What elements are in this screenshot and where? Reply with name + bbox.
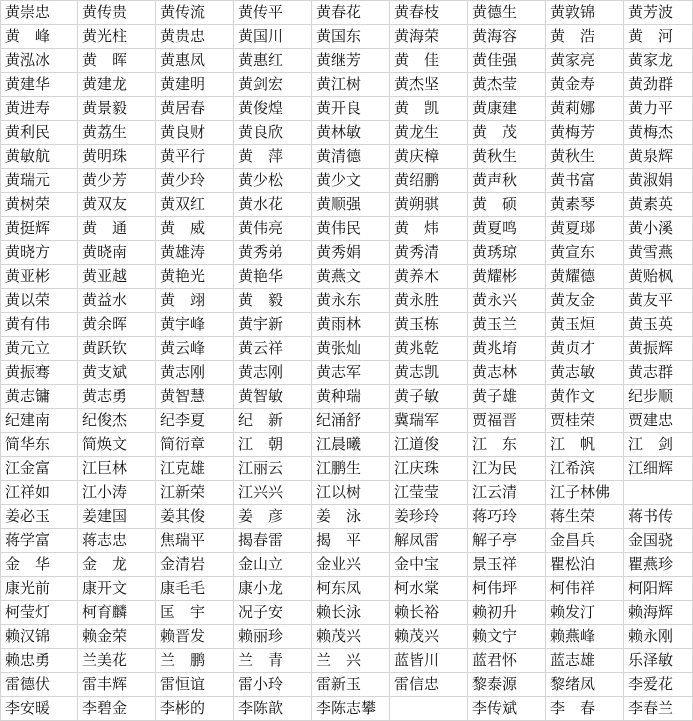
table-cell[interactable]: 黄 浩 xyxy=(546,25,624,49)
table-cell[interactable]: 黄淑娟 xyxy=(624,169,693,193)
table-cell[interactable]: 黄贞才 xyxy=(546,337,624,361)
table-cell[interactable]: 江 帆 xyxy=(546,433,624,457)
table-cell[interactable]: 李安暖 xyxy=(0,697,78,721)
table-cell[interactable]: 柯莹灯 xyxy=(0,601,78,625)
table-cell[interactable]: 黄亚越 xyxy=(78,265,156,289)
table-cell[interactable]: 黄少松 xyxy=(234,169,312,193)
table-cell[interactable]: 黄传流 xyxy=(156,1,234,25)
table-cell[interactable]: 赖忠勇 xyxy=(0,649,78,673)
table-cell[interactable]: 黄敦锦 xyxy=(546,1,624,25)
table-cell[interactable]: 黄春枝 xyxy=(390,1,468,25)
table-cell[interactable]: 瞿松泊 xyxy=(546,553,624,577)
table-cell[interactable] xyxy=(624,481,693,505)
table-cell[interactable]: 纪 新 xyxy=(234,409,312,433)
table-cell[interactable]: 兰 青 xyxy=(234,649,312,673)
table-cell[interactable]: 瞿燕珍 xyxy=(624,553,693,577)
table-cell[interactable]: 姜建国 xyxy=(78,505,156,529)
table-cell[interactable]: 黄佳强 xyxy=(468,49,546,73)
table-cell[interactable]: 黄少芳 xyxy=(78,169,156,193)
table-cell[interactable] xyxy=(390,697,468,721)
table-cell[interactable]: 黄雪燕 xyxy=(624,241,693,265)
table-cell[interactable]: 纪建南 xyxy=(0,409,78,433)
table-cell[interactable]: 解子亭 xyxy=(468,529,546,553)
table-cell[interactable]: 黄素琴 xyxy=(546,193,624,217)
table-cell[interactable]: 江丽云 xyxy=(234,457,312,481)
table-cell[interactable]: 黄宇峰 xyxy=(156,313,234,337)
table-cell[interactable]: 黄敏航 xyxy=(0,145,78,169)
table-cell[interactable]: 赖长裕 xyxy=(390,601,468,625)
table-cell[interactable]: 蓝志雄 xyxy=(546,649,624,673)
table-cell[interactable]: 黄 通 xyxy=(78,217,156,241)
table-cell[interactable]: 黄志镛 xyxy=(0,385,78,409)
table-cell[interactable]: 黄云峰 xyxy=(156,337,234,361)
table-cell[interactable]: 赖永刚 xyxy=(624,625,693,649)
table-cell[interactable]: 黄惠凤 xyxy=(156,49,234,73)
table-cell[interactable]: 蒋学富 xyxy=(0,529,78,553)
table-cell[interactable]: 金国骁 xyxy=(624,529,693,553)
table-cell[interactable]: 金清岩 xyxy=(156,553,234,577)
table-cell[interactable]: 黄挺辉 xyxy=(0,217,78,241)
table-cell[interactable]: 赖汉锦 xyxy=(0,625,78,649)
table-cell[interactable]: 黄顺强 xyxy=(312,193,390,217)
table-cell[interactable]: 黄平行 xyxy=(156,145,234,169)
table-cell[interactable]: 黄绍鹏 xyxy=(390,169,468,193)
table-cell[interactable]: 黄力平 xyxy=(624,97,693,121)
table-cell[interactable]: 黄振骞 xyxy=(0,361,78,385)
table-cell[interactable]: 江莹莹 xyxy=(390,481,468,505)
table-cell[interactable]: 赖文宁 xyxy=(468,625,546,649)
table-cell[interactable]: 柯水棠 xyxy=(390,577,468,601)
table-cell[interactable]: 黄贻枫 xyxy=(624,265,693,289)
table-cell[interactable]: 黄德生 xyxy=(468,1,546,25)
table-cell[interactable]: 黄水花 xyxy=(234,193,312,217)
table-cell[interactable]: 黄书富 xyxy=(546,169,624,193)
table-cell[interactable]: 黄 硕 xyxy=(468,193,546,217)
table-cell[interactable]: 黄秀娟 xyxy=(312,241,390,265)
table-cell[interactable]: 黄少玲 xyxy=(156,169,234,193)
table-cell[interactable]: 黄泉辉 xyxy=(624,145,693,169)
table-cell[interactable]: 乐泽敏 xyxy=(624,649,693,673)
table-cell[interactable]: 黄良财 xyxy=(156,121,234,145)
table-cell[interactable]: 黄志刚 xyxy=(156,361,234,385)
table-cell[interactable]: 金 龙 xyxy=(78,553,156,577)
table-cell[interactable]: 兰 兴 xyxy=(312,649,390,673)
table-cell[interactable]: 景玉祥 xyxy=(468,553,546,577)
table-cell[interactable]: 黄夏鸣 xyxy=(468,217,546,241)
table-cell[interactable]: 黄梅杰 xyxy=(624,121,693,145)
table-cell[interactable]: 兰美花 xyxy=(78,649,156,673)
table-cell[interactable]: 黄宇新 xyxy=(234,313,312,337)
table-cell[interactable]: 雷恒谊 xyxy=(156,673,234,697)
table-cell[interactable]: 江细辉 xyxy=(624,457,693,481)
table-cell[interactable]: 黄进寿 xyxy=(0,97,78,121)
table-cell[interactable]: 解凤雷 xyxy=(390,529,468,553)
table-cell[interactable]: 姜其俊 xyxy=(156,505,234,529)
table-cell[interactable]: 黄 萍 xyxy=(234,145,312,169)
table-cell[interactable]: 黄泓冰 xyxy=(0,49,78,73)
table-cell[interactable]: 黄耀德 xyxy=(546,265,624,289)
table-cell[interactable]: 黄雨林 xyxy=(312,313,390,337)
table-cell[interactable]: 江巨林 xyxy=(78,457,156,481)
table-cell[interactable]: 贾建忠 xyxy=(624,409,693,433)
table-cell[interactable]: 黄志勇 xyxy=(78,385,156,409)
table-cell[interactable]: 柯伟坪 xyxy=(468,577,546,601)
table-cell[interactable]: 黄振辉 xyxy=(624,337,693,361)
table-cell[interactable]: 黎泰源 xyxy=(468,673,546,697)
table-cell[interactable]: 黄种瑞 xyxy=(312,385,390,409)
table-cell[interactable]: 江克雄 xyxy=(156,457,234,481)
table-cell[interactable]: 黄友金 xyxy=(546,289,624,313)
table-cell[interactable]: 黄金寿 xyxy=(546,73,624,97)
table-cell[interactable]: 黄建龙 xyxy=(78,73,156,97)
table-cell[interactable]: 柯东凤 xyxy=(312,577,390,601)
table-cell[interactable]: 柯育麟 xyxy=(78,601,156,625)
table-cell[interactable]: 黄作文 xyxy=(546,385,624,409)
table-cell[interactable]: 黄燕文 xyxy=(312,265,390,289)
table-cell[interactable]: 黄 河 xyxy=(624,25,693,49)
table-cell[interactable]: 黄崇忠 xyxy=(0,1,78,25)
table-cell[interactable]: 江鹏生 xyxy=(312,457,390,481)
table-cell[interactable]: 黄国川 xyxy=(234,25,312,49)
table-cell[interactable]: 黄贵忠 xyxy=(156,25,234,49)
table-cell[interactable]: 李传斌 xyxy=(468,697,546,721)
table-cell[interactable]: 黄支斌 xyxy=(78,361,156,385)
table-cell[interactable]: 金 华 xyxy=(0,553,78,577)
table-cell[interactable]: 黄以荣 xyxy=(0,289,78,313)
table-cell[interactable]: 冀瑞军 xyxy=(390,409,468,433)
table-cell[interactable]: 黄利民 xyxy=(0,121,78,145)
table-cell[interactable]: 兰 鹏 xyxy=(156,649,234,673)
table-cell[interactable]: 黄海容 xyxy=(468,25,546,49)
table-cell[interactable]: 赖发汀 xyxy=(546,601,624,625)
table-cell[interactable]: 雷德伏 xyxy=(0,673,78,697)
table-cell[interactable]: 雷新玉 xyxy=(312,673,390,697)
table-cell[interactable]: 赖金荣 xyxy=(78,625,156,649)
table-cell[interactable]: 黄 晖 xyxy=(78,49,156,73)
table-cell[interactable]: 黄玉兰 xyxy=(468,313,546,337)
table-cell[interactable]: 黄荔生 xyxy=(78,121,156,145)
table-cell[interactable]: 黄雄涛 xyxy=(156,241,234,265)
table-cell[interactable]: 黄秀清 xyxy=(390,241,468,265)
table-cell[interactable]: 康开文 xyxy=(78,577,156,601)
table-cell[interactable]: 黄双友 xyxy=(78,193,156,217)
table-cell[interactable]: 纪步顺 xyxy=(624,385,693,409)
table-cell[interactable]: 黄秋生 xyxy=(468,145,546,169)
table-cell[interactable]: 黄莉娜 xyxy=(546,97,624,121)
table-cell[interactable]: 江庆珠 xyxy=(390,457,468,481)
table-cell[interactable]: 焦瑞平 xyxy=(156,529,234,553)
table-cell[interactable]: 黄有伟 xyxy=(0,313,78,337)
table-cell[interactable]: 姜珍玲 xyxy=(390,505,468,529)
table-cell[interactable]: 金业兴 xyxy=(312,553,390,577)
table-cell[interactable]: 黄志林 xyxy=(468,361,546,385)
table-cell[interactable]: 江云清 xyxy=(468,481,546,505)
table-cell[interactable]: 黄芳波 xyxy=(624,1,693,25)
table-cell[interactable]: 黄 炜 xyxy=(390,217,468,241)
table-cell[interactable]: 黄晓南 xyxy=(78,241,156,265)
table-cell[interactable]: 简焕文 xyxy=(78,433,156,457)
table-cell[interactable]: 李爱花 xyxy=(624,673,693,697)
table-cell[interactable]: 康光前 xyxy=(0,577,78,601)
table-cell[interactable]: 黄玉英 xyxy=(624,313,693,337)
table-cell[interactable]: 江小涛 xyxy=(78,481,156,505)
table-cell[interactable]: 黄声秋 xyxy=(468,169,546,193)
table-cell[interactable]: 黄景毅 xyxy=(78,97,156,121)
table-cell[interactable]: 江新荣 xyxy=(156,481,234,505)
table-cell[interactable]: 黄艳光 xyxy=(156,265,234,289)
table-cell[interactable]: 黄春花 xyxy=(312,1,390,25)
table-cell[interactable]: 江祥如 xyxy=(0,481,78,505)
table-cell[interactable]: 黄亚彬 xyxy=(0,265,78,289)
table-cell[interactable]: 黄伟亮 xyxy=(234,217,312,241)
table-cell[interactable]: 黄良欣 xyxy=(234,121,312,145)
table-cell[interactable]: 江 朝 xyxy=(234,433,312,457)
table-cell[interactable]: 黎绪凤 xyxy=(546,673,624,697)
table-cell[interactable]: 黄永东 xyxy=(312,289,390,313)
table-cell[interactable]: 黄琇琼 xyxy=(468,241,546,265)
table-cell[interactable]: 黄永胜 xyxy=(390,289,468,313)
table-cell[interactable]: 姜必玉 xyxy=(0,505,78,529)
table-cell[interactable]: 黄传贵 xyxy=(78,1,156,25)
table-cell[interactable]: 黄国东 xyxy=(312,25,390,49)
table-cell[interactable]: 黄宣东 xyxy=(546,241,624,265)
table-cell[interactable]: 李春兰 xyxy=(624,697,693,721)
table-cell[interactable]: 黄朔骐 xyxy=(390,193,468,217)
table-cell[interactable]: 黄兆堉 xyxy=(468,337,546,361)
table-cell[interactable]: 金昌兵 xyxy=(546,529,624,553)
table-cell[interactable]: 黄清德 xyxy=(312,145,390,169)
table-cell[interactable]: 黄志群 xyxy=(624,361,693,385)
table-cell[interactable]: 江 东 xyxy=(468,433,546,457)
table-cell[interactable]: 江以树 xyxy=(312,481,390,505)
table-cell[interactable]: 黄少文 xyxy=(312,169,390,193)
table-cell[interactable]: 赖长泳 xyxy=(312,601,390,625)
table-cell[interactable]: 黄建明 xyxy=(156,73,234,97)
table-cell[interactable]: 柯阳辉 xyxy=(624,577,693,601)
table-cell[interactable]: 李 春 xyxy=(546,697,624,721)
table-cell[interactable]: 赖茂兴 xyxy=(312,625,390,649)
table-cell[interactable]: 黄夏𤥸 xyxy=(546,217,624,241)
table-cell[interactable]: 雷丰辉 xyxy=(78,673,156,697)
table-cell[interactable]: 江道俊 xyxy=(390,433,468,457)
table-cell[interactable]: 江子林佛 xyxy=(546,481,624,505)
table-cell[interactable]: 纪俊杰 xyxy=(78,409,156,433)
table-cell[interactable]: 姜 泳 xyxy=(312,505,390,529)
table-cell[interactable]: 蓝皆川 xyxy=(390,649,468,673)
table-cell[interactable]: 雷小玲 xyxy=(234,673,312,697)
table-cell[interactable]: 黄剑宏 xyxy=(234,73,312,97)
table-cell[interactable]: 黄杰莹 xyxy=(468,73,546,97)
table-cell[interactable]: 黄明珠 xyxy=(78,145,156,169)
table-cell[interactable]: 江兴兴 xyxy=(234,481,312,505)
table-cell[interactable]: 康毛毛 xyxy=(156,577,234,601)
table-cell[interactable]: 贾桂荣 xyxy=(546,409,624,433)
table-cell[interactable]: 黄云祥 xyxy=(234,337,312,361)
table-cell[interactable]: 黄 峰 xyxy=(0,25,78,49)
table-cell[interactable]: 赖燕峰 xyxy=(546,625,624,649)
table-cell[interactable]: 雷信忠 xyxy=(390,673,468,697)
table-cell[interactable]: 黄继芳 xyxy=(312,49,390,73)
table-cell[interactable]: 黄惠红 xyxy=(234,49,312,73)
table-cell[interactable]: 黄家龙 xyxy=(624,49,693,73)
table-cell[interactable]: 黄树荣 xyxy=(0,193,78,217)
table-cell[interactable]: 赖茂兴 xyxy=(390,625,468,649)
table-cell[interactable]: 江晨曦 xyxy=(312,433,390,457)
table-cell[interactable]: 黄志军 xyxy=(312,361,390,385)
table-cell[interactable]: 李彬的 xyxy=(156,697,234,721)
table-cell[interactable]: 黄张灿 xyxy=(312,337,390,361)
table-cell[interactable]: 黄素英 xyxy=(624,193,693,217)
table-cell[interactable]: 赖晋发 xyxy=(156,625,234,649)
table-cell[interactable]: 黄传平 xyxy=(234,1,312,25)
table-cell[interactable]: 黄余晖 xyxy=(78,313,156,337)
table-cell[interactable]: 黄 威 xyxy=(156,217,234,241)
table-cell[interactable]: 揭 平 xyxy=(312,529,390,553)
table-cell[interactable]: 黄杰坚 xyxy=(390,73,468,97)
table-cell[interactable]: 赖丽珍 xyxy=(234,625,312,649)
table-cell[interactable]: 黄 凯 xyxy=(390,97,468,121)
table-cell[interactable]: 黄友平 xyxy=(624,289,693,313)
table-cell[interactable]: 黄林敏 xyxy=(312,121,390,145)
table-cell[interactable]: 简衍章 xyxy=(156,433,234,457)
table-cell[interactable]: 黄 翊 xyxy=(156,289,234,313)
table-cell[interactable]: 黄秀弟 xyxy=(234,241,312,265)
table-cell[interactable]: 江为民 xyxy=(468,457,546,481)
table-cell[interactable]: 赖海辉 xyxy=(624,601,693,625)
table-cell[interactable]: 柯伟祥 xyxy=(546,577,624,601)
table-cell[interactable]: 黄小溪 xyxy=(624,217,693,241)
table-cell[interactable]: 黄庆樟 xyxy=(390,145,468,169)
table-cell[interactable]: 黄江树 xyxy=(312,73,390,97)
table-cell[interactable]: 黄康建 xyxy=(468,97,546,121)
table-cell[interactable]: 蒋书传 xyxy=(624,505,693,529)
table-cell[interactable]: 黄建华 xyxy=(0,73,78,97)
table-cell[interactable]: 黄子敏 xyxy=(390,385,468,409)
table-cell[interactable]: 黄玉烜 xyxy=(546,313,624,337)
table-cell[interactable]: 黄双红 xyxy=(156,193,234,217)
table-cell[interactable]: 黄光柱 xyxy=(78,25,156,49)
table-cell[interactable]: 蒋志忠 xyxy=(78,529,156,553)
table-cell[interactable]: 黄劲群 xyxy=(624,73,693,97)
table-cell[interactable]: 揭春雷 xyxy=(234,529,312,553)
table-cell[interactable]: 黄跃钦 xyxy=(78,337,156,361)
table-cell[interactable]: 江金富 xyxy=(0,457,78,481)
table-cell[interactable]: 黄晓方 xyxy=(0,241,78,265)
table-cell[interactable]: 匡 宇 xyxy=(156,601,234,625)
table-cell[interactable]: 黄海荣 xyxy=(390,25,468,49)
table-cell[interactable]: 黄 茂 xyxy=(468,121,546,145)
table-cell[interactable]: 况子安 xyxy=(234,601,312,625)
table-cell[interactable]: 黄开良 xyxy=(312,97,390,121)
table-cell[interactable]: 黄 毅 xyxy=(234,289,312,313)
table-cell[interactable]: 黄耀彬 xyxy=(468,265,546,289)
table-cell[interactable]: 赖初升 xyxy=(468,601,546,625)
table-cell[interactable]: 黄俊煌 xyxy=(234,97,312,121)
table-cell[interactable]: 黄瑞元 xyxy=(0,169,78,193)
table-cell[interactable]: 李碧金 xyxy=(78,697,156,721)
table-cell[interactable]: 黄伟民 xyxy=(312,217,390,241)
table-cell[interactable]: 金中宝 xyxy=(390,553,468,577)
table-cell[interactable]: 纪涌舒 xyxy=(312,409,390,433)
table-cell[interactable]: 蒋生荣 xyxy=(546,505,624,529)
table-cell[interactable]: 黄艳华 xyxy=(234,265,312,289)
table-cell[interactable]: 江 剑 xyxy=(624,433,693,457)
table-cell[interactable]: 黄永兴 xyxy=(468,289,546,313)
table-cell[interactable]: 黄益水 xyxy=(78,289,156,313)
table-cell[interactable]: 黄 佳 xyxy=(390,49,468,73)
table-cell[interactable]: 黄智慧 xyxy=(156,385,234,409)
table-cell[interactable]: 黄志敏 xyxy=(546,361,624,385)
table-cell[interactable]: 黄家亮 xyxy=(546,49,624,73)
table-cell[interactable]: 蓝君怀 xyxy=(468,649,546,673)
table-cell[interactable]: 黄志凯 xyxy=(390,361,468,385)
table-cell[interactable]: 简华东 xyxy=(0,433,78,457)
table-cell[interactable]: 黄梅芳 xyxy=(546,121,624,145)
table-cell[interactable]: 黄龙生 xyxy=(390,121,468,145)
table-cell[interactable]: 黄志刚 xyxy=(234,361,312,385)
table-cell[interactable]: 黄居春 xyxy=(156,97,234,121)
table-cell[interactable]: 姜 彦 xyxy=(234,505,312,529)
table-cell[interactable]: 黄秋生 xyxy=(546,145,624,169)
table-cell[interactable]: 黄养木 xyxy=(390,265,468,289)
table-cell[interactable]: 李陈志攀 xyxy=(312,697,390,721)
table-cell[interactable]: 黄子雄 xyxy=(468,385,546,409)
table-cell[interactable]: 蒋巧玲 xyxy=(468,505,546,529)
table-cell[interactable]: 贾福晋 xyxy=(468,409,546,433)
table-cell[interactable]: 纪李夏 xyxy=(156,409,234,433)
table-cell[interactable]: 李陈歆 xyxy=(234,697,312,721)
table-cell[interactable]: 金山立 xyxy=(234,553,312,577)
table-cell[interactable]: 黄元立 xyxy=(0,337,78,361)
table-cell[interactable]: 康小龙 xyxy=(234,577,312,601)
table-cell[interactable]: 黄玉栋 xyxy=(390,313,468,337)
table-cell[interactable]: 黄智敏 xyxy=(234,385,312,409)
table-cell[interactable]: 江希滨 xyxy=(546,457,624,481)
table-cell[interactable]: 黄兆乾 xyxy=(390,337,468,361)
